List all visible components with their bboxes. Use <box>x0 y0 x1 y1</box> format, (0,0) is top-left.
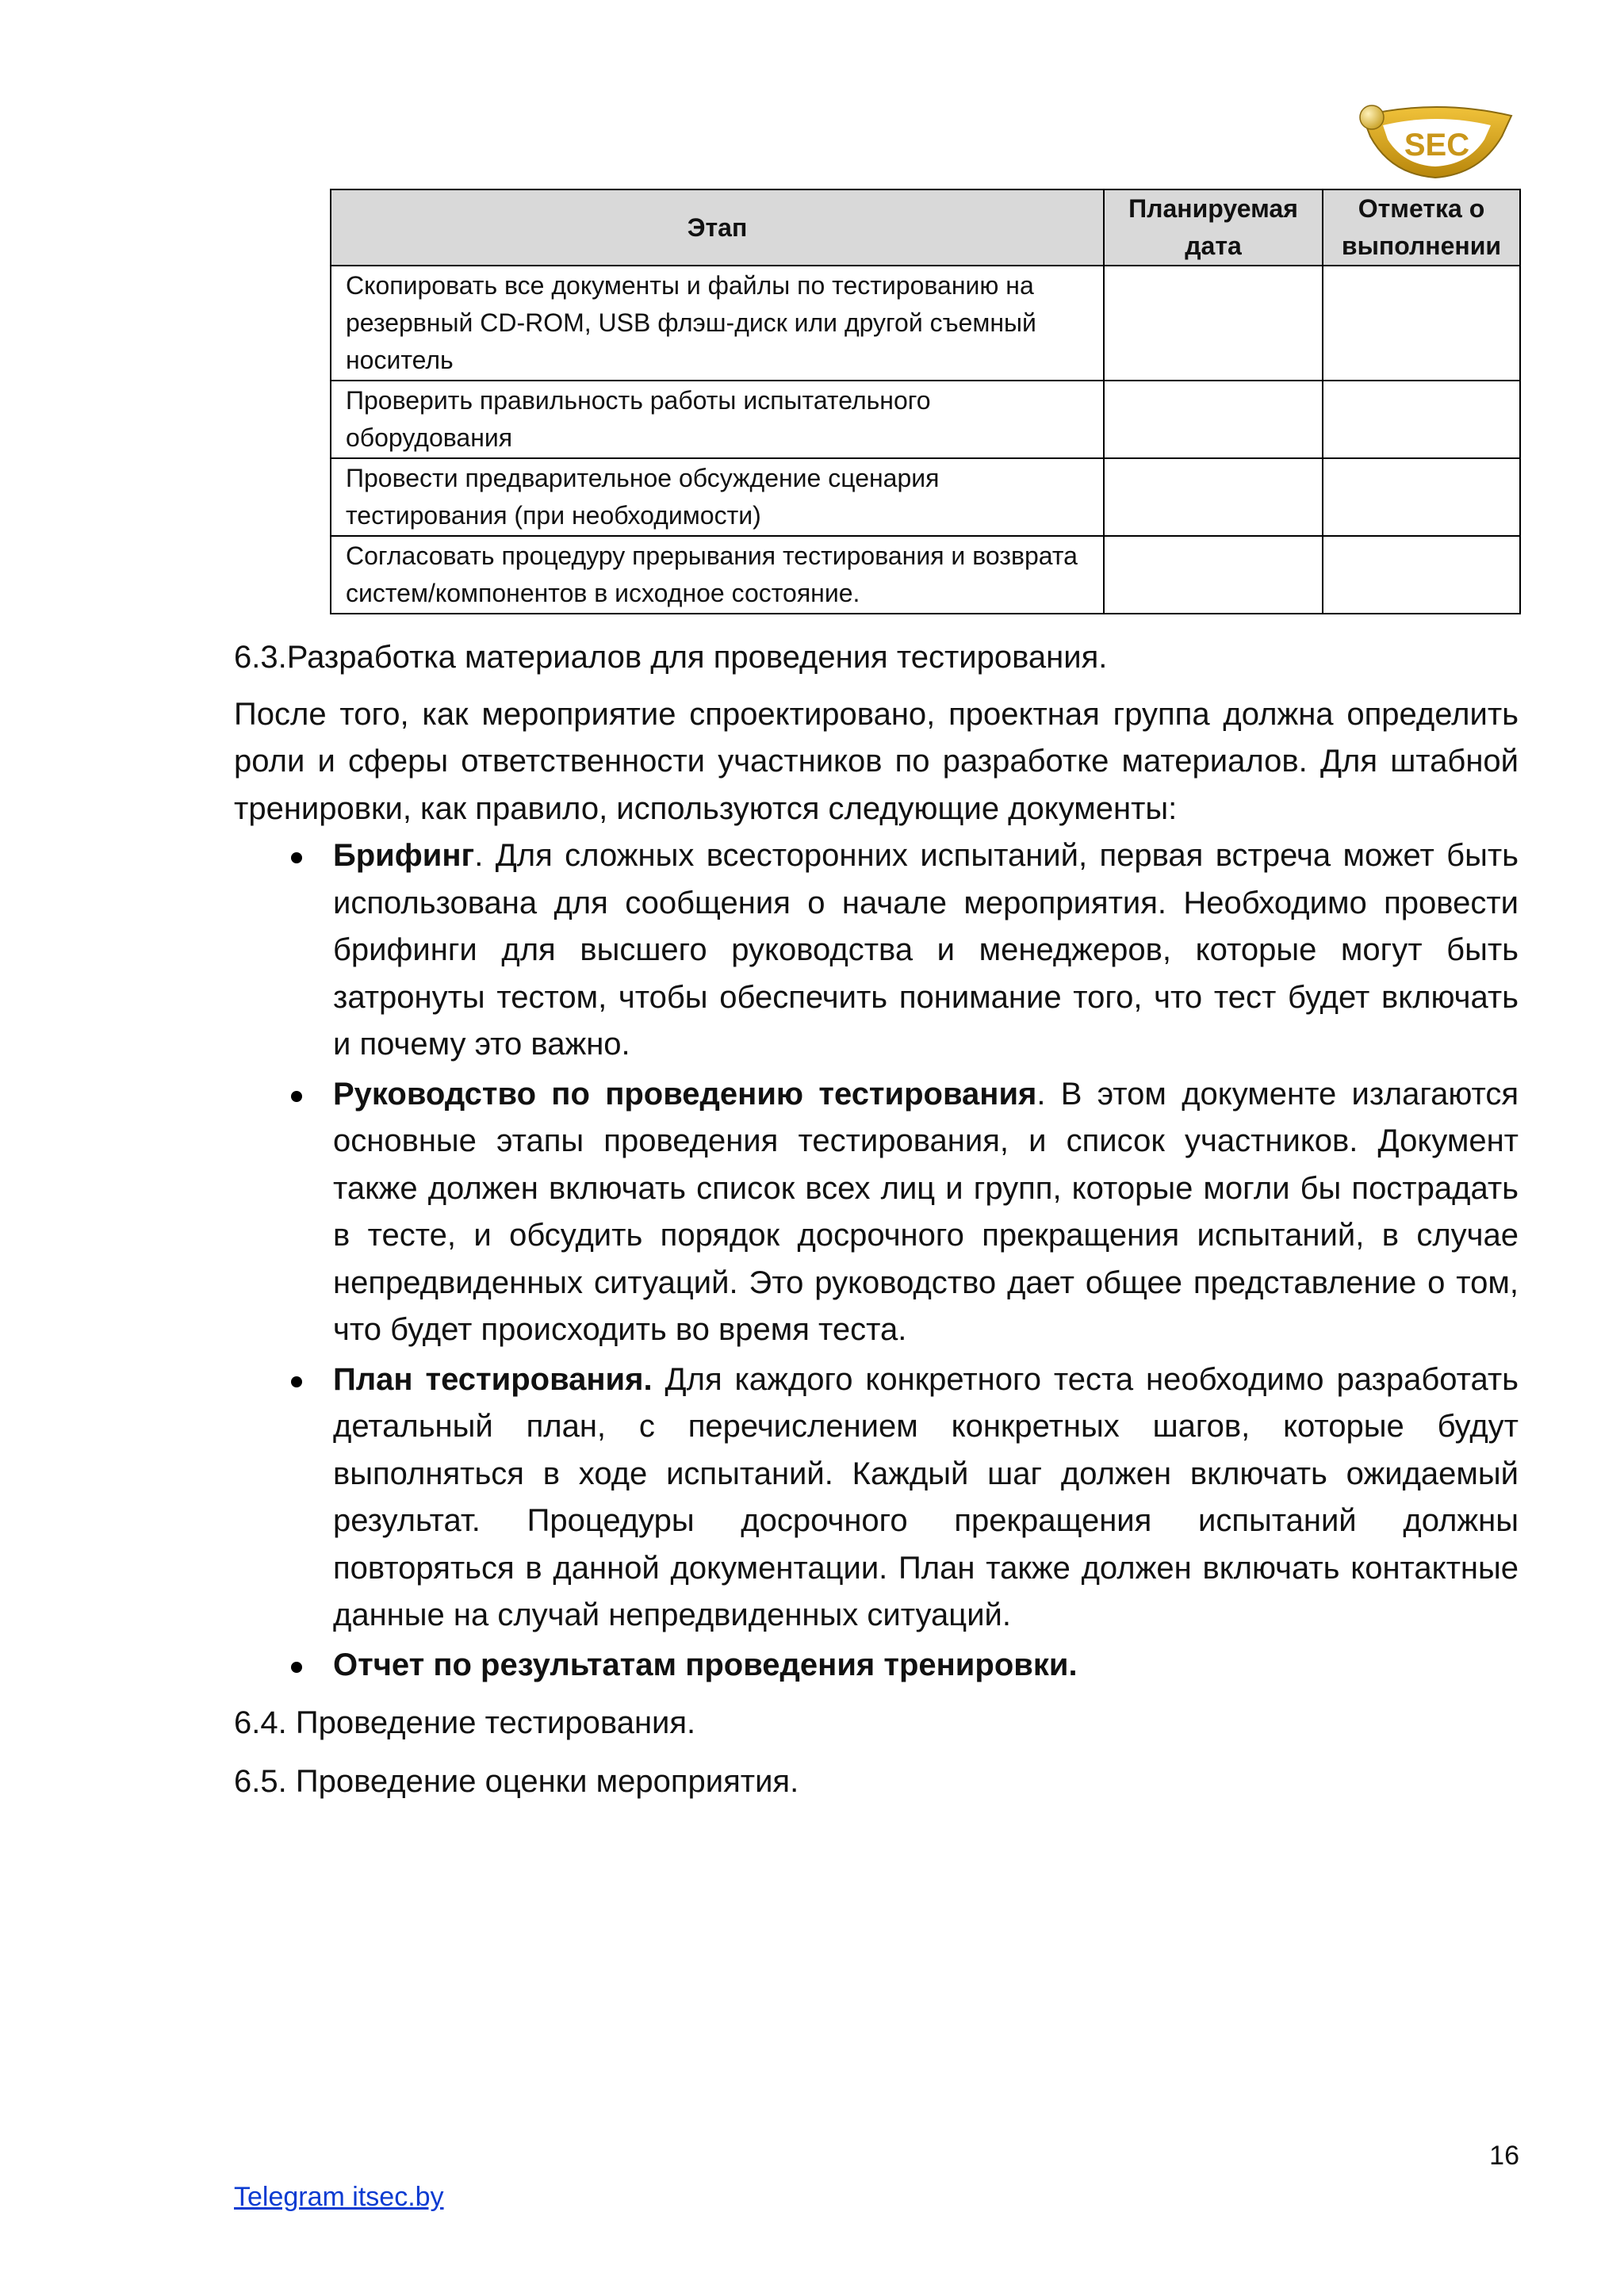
list-item-term: План тестирования. <box>333 1361 653 1397</box>
planned-date-cell <box>1104 381 1323 458</box>
table-row <box>331 266 1520 381</box>
list-item-test-guide <box>234 1071 1519 1354</box>
bullet-icon <box>291 852 302 863</box>
bullet-icon <box>291 1662 302 1673</box>
list-item-text: Для каждого конкретного теста необходимо разработать детальный план, с перечислением конкретных шагов, которые будут выполняться в ходе испытаний. Каждый шаг должен включать ожидаемый результат. Процедуры досрочного прекращения испытаний должны повторяться в данной документации. План также должен включать контактные данные на случай непредвиденных ситуаций. <box>333 1361 1519 1632</box>
list-item-test-plan <box>234 1357 1519 1640</box>
completion-mark-cell <box>1323 381 1520 458</box>
list-item-term: Отчет по результатам проведения тренировки. <box>333 1647 1078 1682</box>
sec-logo <box>1353 98 1519 181</box>
planned-date-cell <box>1104 458 1323 536</box>
list-item-text: . Для сложных всесторонних испытаний, первая встреча может быть использована для сообщения о начале мероприятия. Необходимо провести брифинги для высшего руководства и менеджеров, которые могут быть затронуты тестом, чтобы обеспечить понимание того, что тест будет включать и почему это важно. <box>333 838 1519 1062</box>
stages-table <box>330 189 1521 614</box>
stage-cell: Согласовать процедуру прерывания тестирования и возврата систем/компонентов в исходное состояние. <box>331 536 1104 614</box>
section-heading-6-5: 6.5. Проведение оценки мероприятия. <box>234 1763 799 1799</box>
stage-cell: Провести предварительное обсуждение сценария тестирования (при необходимости) <box>331 458 1104 536</box>
bullet-icon <box>291 1376 302 1387</box>
list-item-text: . В этом документе излагаются основные этапы проведения тестирования, и список участников. Документ также должен включать список всех лиц и групп, которые могли бы пострадать в тесте, и обсудить порядок досрочного прекращения испытаний, в случае непредвиденных ситуаций. Это руководство дает общее представление о том, что будет происходить во время теста. <box>333 1076 1519 1347</box>
telegram-link[interactable]: Telegram itsec.by <box>234 2182 444 2212</box>
stage-cell: Проверить правильность работы испытательного оборудования <box>331 381 1104 458</box>
list-item-term: Руководство по проведению тестирования <box>333 1076 1037 1112</box>
bullet-icon <box>291 1091 302 1102</box>
table-row <box>331 381 1520 458</box>
header-stage: Этап <box>331 189 1104 266</box>
stage-cell: Скопировать все документы и файлы по тестированию на резервный CD-ROM, USB флэш-диск или другой съемный носитель <box>331 266 1104 381</box>
documents-list <box>234 832 1519 1689</box>
section-heading-6-4: 6.4. Проведение тестирования. <box>234 1705 696 1740</box>
intro-paragraph: После того, как мероприятие спроектировано, проектная группа должна определить роли и сферы ответственности участников по разработке материалов. Для штабной тренировки, как правило, используются следующие документы: <box>234 696 1519 826</box>
completion-mark-cell <box>1323 536 1520 614</box>
list-item-report <box>234 1642 1519 1689</box>
list-item-term: Брифинг <box>333 838 475 873</box>
table-row <box>331 536 1520 614</box>
planned-date-cell <box>1104 536 1323 614</box>
table-row <box>331 458 1520 536</box>
table-header-row <box>331 189 1520 266</box>
planned-date-cell <box>1104 266 1323 381</box>
completion-mark-cell <box>1323 458 1520 536</box>
header-completion-mark: Отметка о выполнении <box>1323 189 1520 266</box>
document-body <box>234 634 1519 1805</box>
logo-text: SEC <box>1404 128 1470 163</box>
completion-mark-cell <box>1323 266 1520 381</box>
section-heading-6-3: 6.3.Разработка материалов для проведения тестирования. <box>234 640 1108 675</box>
page-number: 16 <box>1489 2141 1519 2171</box>
header-planned-date: Планируемая дата <box>1104 189 1323 266</box>
list-item-briefing <box>234 832 1519 1069</box>
